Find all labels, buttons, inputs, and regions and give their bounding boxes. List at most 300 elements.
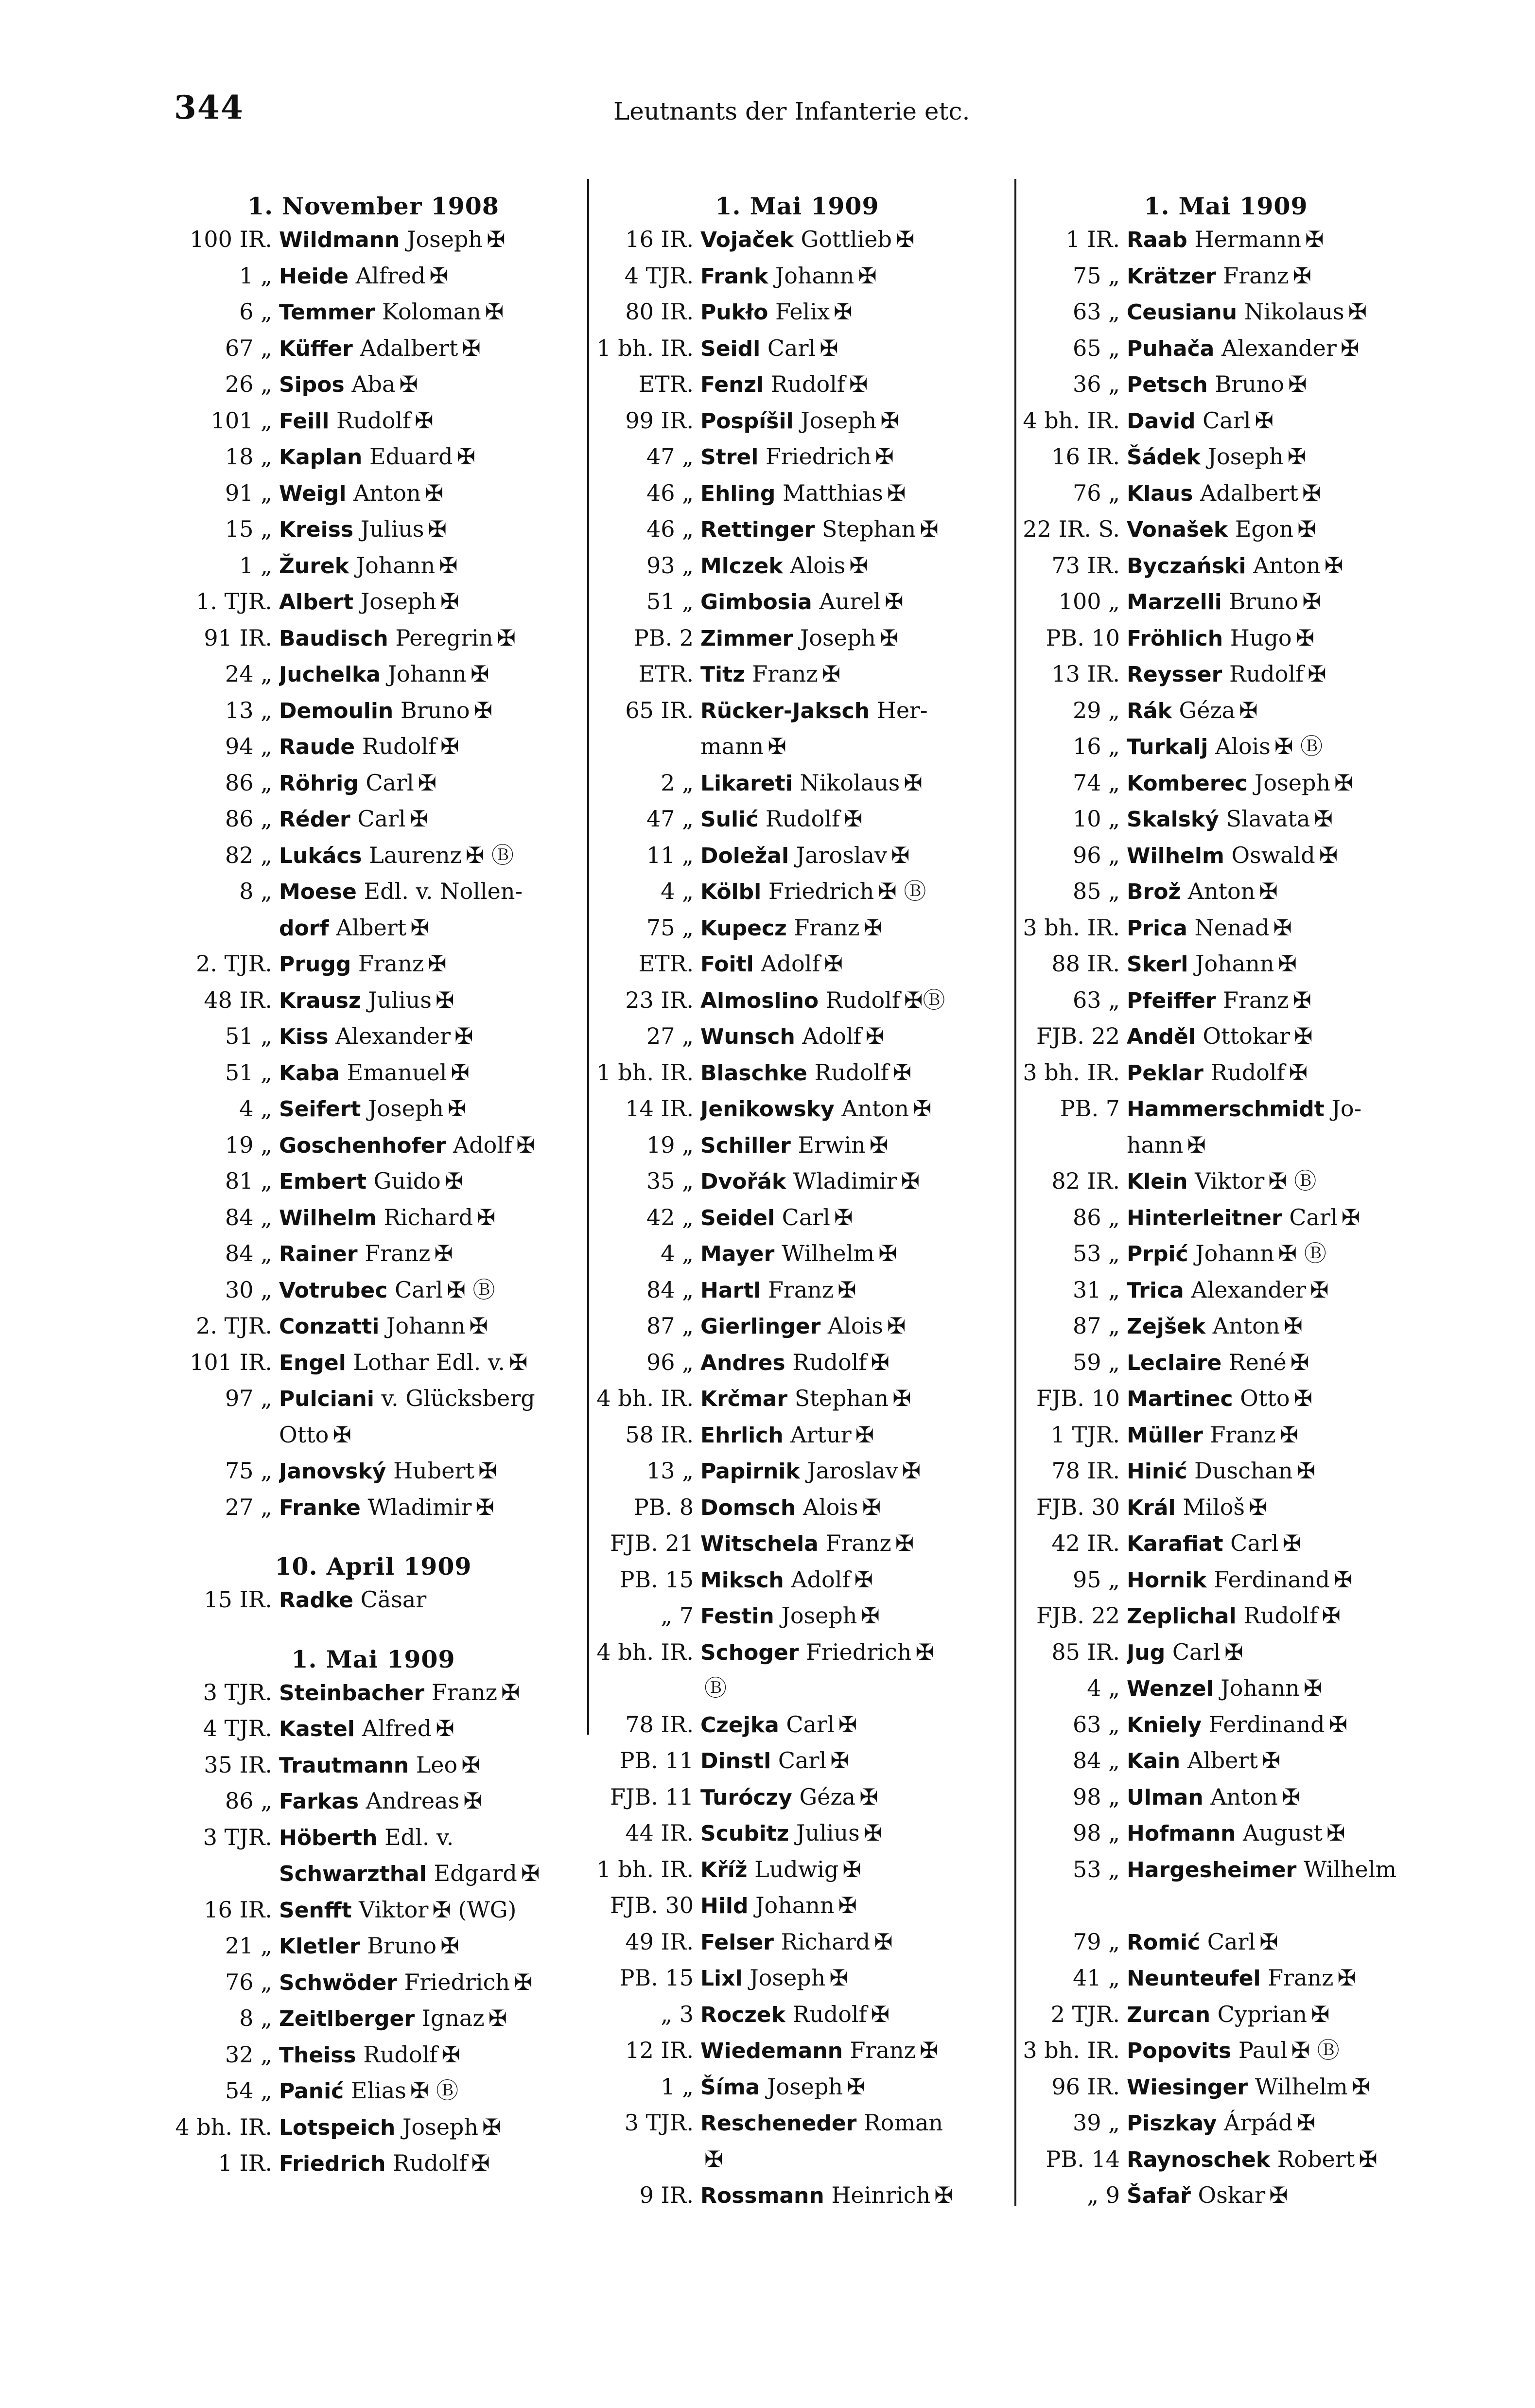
officer-entry bbox=[169, 838, 577, 874]
given-name: Wilhelm bbox=[781, 1240, 875, 1266]
officer-name bbox=[700, 1019, 1004, 1055]
officer-entry bbox=[591, 1055, 1004, 1091]
officer-entry bbox=[591, 1743, 1004, 1779]
surname: Blaschke bbox=[700, 1060, 807, 1086]
decoration-mark-icon: ✠ bbox=[439, 552, 458, 579]
given-name: Rudolf bbox=[362, 733, 436, 759]
given-name: Johann bbox=[1195, 950, 1274, 977]
surname: Goschenhofer bbox=[279, 1133, 446, 1158]
surname: Witschela bbox=[700, 1531, 819, 1556]
given-name: Alois bbox=[827, 1313, 883, 1339]
officer-name bbox=[700, 765, 1004, 802]
officer-name bbox=[1127, 1381, 1435, 1417]
officer-name bbox=[279, 946, 577, 983]
unit-designation: 82 IR. bbox=[1051, 1168, 1120, 1194]
officer-entry bbox=[1017, 331, 1435, 367]
surname: Schoger bbox=[700, 1640, 799, 1665]
surname: Kölbl bbox=[700, 879, 762, 904]
officer-name bbox=[1127, 946, 1435, 983]
officer-entry bbox=[591, 1272, 1004, 1309]
decoration-mark-icon: ✠ bbox=[435, 986, 454, 1013]
officer-name bbox=[279, 584, 577, 620]
given-name: Ottokar bbox=[1203, 1023, 1291, 1049]
officer-entry bbox=[1017, 1127, 1435, 1164]
unit-designation: 3 bh. IR. bbox=[1023, 914, 1120, 941]
officer-entry bbox=[591, 1562, 1004, 1599]
decoration-mark-icon: ✠ bbox=[444, 1168, 464, 1194]
unit-designation: 74 „ bbox=[1073, 769, 1120, 796]
given-name: Johann bbox=[386, 1313, 466, 1339]
officer-name bbox=[1127, 910, 1435, 947]
officer-entry bbox=[591, 2033, 1004, 2069]
unit-designation: 9 IR. bbox=[639, 2182, 694, 2208]
decoration-mark-icon: ✠ bbox=[913, 1095, 932, 1122]
unit-designation: 54 „ bbox=[225, 2077, 272, 2104]
decoration-mark-icon: ✠ bbox=[1305, 226, 1324, 252]
officer-name bbox=[700, 729, 1004, 765]
officer-entry bbox=[591, 1308, 1004, 1345]
officer-entry bbox=[169, 693, 577, 729]
officer-entry bbox=[169, 2073, 577, 2109]
officer-entry bbox=[1017, 1019, 1435, 1055]
column-1 bbox=[169, 191, 577, 2182]
decoration-mark-icon: ✠ bbox=[1324, 552, 1343, 579]
unit-designation: 16 IR. bbox=[204, 1896, 272, 1923]
officer-entry bbox=[591, 548, 1004, 584]
decoration-mark-icon: ✠ bbox=[428, 950, 447, 977]
surname: Komberec bbox=[1127, 771, 1248, 796]
decoration-mark-icon: ✠ bbox=[471, 2150, 490, 2176]
officer-entry bbox=[591, 1453, 1004, 1490]
officer-entry bbox=[1017, 1562, 1435, 1599]
surname: Roczek bbox=[700, 2002, 785, 2027]
officer-name bbox=[700, 1888, 1004, 1924]
officer-entry bbox=[1017, 258, 1435, 295]
officer-name bbox=[700, 1272, 1004, 1309]
decoration-mark-icon: ✠ bbox=[1302, 479, 1321, 506]
surname: Dinstl bbox=[700, 1749, 771, 1774]
surname: Pospíšil bbox=[700, 408, 794, 434]
officer-name bbox=[700, 439, 1004, 475]
decoration-mark-icon: ✠ bbox=[462, 334, 481, 361]
officer-entry bbox=[169, 801, 577, 838]
given-name: Carl bbox=[778, 1747, 827, 1774]
given-name: Ferdinand bbox=[1208, 1711, 1325, 1738]
decoration-mark-icon: ✠ bbox=[461, 1751, 480, 1778]
officer-entry bbox=[169, 1236, 577, 1272]
officer-name bbox=[279, 801, 577, 838]
decoration-mark-icon: ✠ Ⓑ bbox=[447, 1276, 495, 1303]
decoration-mark-icon: ✠ bbox=[854, 1566, 873, 1593]
officer-name bbox=[1127, 1091, 1435, 1127]
given-name: Joseph bbox=[781, 1602, 857, 1629]
officer-entry bbox=[591, 1635, 1004, 1671]
surname: Petsch bbox=[1127, 372, 1208, 397]
officer-name bbox=[700, 475, 1004, 512]
officer-name bbox=[700, 331, 1004, 367]
decoration-mark-icon: ✠ bbox=[846, 2073, 866, 2100]
officer-name bbox=[279, 1582, 577, 1618]
officer-entry bbox=[591, 367, 1004, 403]
officer-entry bbox=[1017, 910, 1435, 947]
decoration-mark-icon: ✠ bbox=[1284, 1313, 1303, 1339]
decoration-mark-icon: ✠ bbox=[871, 2001, 890, 2027]
given-name: Nenad bbox=[1194, 914, 1270, 941]
given-name: Bruno bbox=[367, 1933, 437, 1959]
officer-name bbox=[1127, 1453, 1435, 1490]
decoration-mark-icon: ✠ bbox=[892, 1059, 912, 1086]
officer-name bbox=[279, 1019, 577, 1055]
decoration-mark-icon: ✠ bbox=[1302, 588, 1321, 615]
surname: Kain bbox=[1127, 1749, 1181, 1774]
given-name: Johann bbox=[775, 262, 855, 289]
decoration-mark-icon: ✠ bbox=[865, 1023, 885, 1049]
surname: Andres bbox=[700, 1350, 785, 1375]
officer-entry bbox=[1017, 838, 1435, 874]
given-name: Aba bbox=[351, 371, 396, 397]
running-head: Leutnants der Infanterie etc. bbox=[613, 97, 970, 125]
unit-designation: 91 IR. bbox=[204, 624, 272, 651]
surname: Krätzer bbox=[1127, 264, 1216, 289]
decoration-mark-icon: ✠ bbox=[919, 2037, 939, 2063]
officer-entry bbox=[1017, 1888, 1435, 1924]
surname: Klein bbox=[1127, 1169, 1188, 1194]
decoration-mark-icon: ✠ Ⓑ bbox=[1278, 1240, 1326, 1266]
officer-name bbox=[279, 874, 577, 910]
surname: Rainer bbox=[279, 1242, 358, 1266]
given-name: Koloman bbox=[382, 299, 481, 325]
given-name: Wladimir bbox=[793, 1168, 897, 1194]
decoration-mark-icon: ✠ bbox=[875, 443, 894, 470]
given-name: Joseph bbox=[360, 588, 436, 615]
unit-designation: 19 „ bbox=[225, 1131, 272, 1158]
officer-name bbox=[700, 1453, 1004, 1490]
decoration-mark-icon: ✠ bbox=[834, 299, 853, 325]
officer-entry bbox=[591, 1888, 1004, 1924]
officer-entry bbox=[591, 1779, 1004, 1816]
officer-name bbox=[1127, 1200, 1435, 1236]
decoration-mark-icon: ✠ bbox=[862, 1494, 881, 1520]
unit-designation: 26 „ bbox=[225, 371, 272, 397]
officer-entry bbox=[169, 1747, 577, 1784]
decoration-mark-icon: ✠ bbox=[424, 479, 444, 506]
given-name: Aurel bbox=[819, 588, 881, 615]
decoration-mark-icon: ✠ bbox=[410, 914, 429, 941]
unit-designation: ETR. bbox=[638, 661, 694, 687]
unit-designation: 98 „ bbox=[1073, 1783, 1120, 1810]
unit-designation: 15 „ bbox=[225, 516, 272, 542]
given-name: August bbox=[1243, 1820, 1323, 1846]
given-name: Edgard bbox=[434, 1860, 517, 1886]
decoration-mark-icon: ✠ bbox=[477, 1204, 496, 1230]
officer-name bbox=[1127, 1743, 1435, 1779]
decoration-mark-icon: ✠ bbox=[1287, 443, 1307, 470]
surname: Skerl bbox=[1127, 952, 1188, 977]
surname: Žurek bbox=[279, 553, 349, 579]
decoration-mark-icon: ✠ bbox=[1282, 1530, 1302, 1556]
given-name: Franz bbox=[768, 1276, 834, 1303]
unit-designation: 63 „ bbox=[1073, 299, 1120, 325]
officer-entry bbox=[591, 693, 1004, 729]
given-name: Friedrich bbox=[768, 878, 874, 904]
surname: Prugg bbox=[279, 952, 351, 977]
given-name: Bruno bbox=[1215, 371, 1285, 397]
unit-designation: 24 „ bbox=[225, 661, 272, 687]
given-name: Julius bbox=[796, 1820, 860, 1846]
decoration-mark-icon: ✠ bbox=[895, 1530, 914, 1556]
officer-entry bbox=[1017, 1743, 1435, 1779]
decoration-mark-icon: ✠ bbox=[704, 2145, 723, 2172]
surname: Raynoschek bbox=[1127, 2147, 1271, 2172]
unit-designation: 1 bh. IR. bbox=[596, 334, 694, 361]
officer-entry bbox=[169, 1019, 577, 1055]
given-name: Anton bbox=[841, 1095, 909, 1122]
unit-designation: 14 IR. bbox=[625, 1095, 694, 1122]
surname: Wunsch bbox=[700, 1024, 795, 1049]
officer-name bbox=[700, 1091, 1004, 1127]
decoration-mark-icon: ✠ bbox=[902, 1458, 921, 1484]
officer-name bbox=[700, 1526, 1004, 1562]
officer-name bbox=[279, 729, 577, 765]
decoration-mark-icon: ✠ bbox=[895, 226, 915, 252]
unit-designation: FJB. 30 bbox=[610, 1892, 694, 1918]
decoration-mark-icon: ✠ bbox=[1348, 299, 1367, 325]
decoration-mark-icon: ✠ bbox=[1292, 986, 1311, 1013]
decoration-mark-icon: ✠ bbox=[1303, 1675, 1323, 1701]
decoration-mark-icon: ✠ bbox=[838, 1711, 857, 1738]
officer-entry bbox=[169, 331, 577, 367]
officer-name bbox=[1127, 765, 1435, 802]
given-name: Franz bbox=[1210, 1421, 1276, 1448]
given-name: Duschan bbox=[1194, 1458, 1293, 1484]
date-heading: 1. November 1908 bbox=[247, 192, 499, 220]
unit-designation: 63 „ bbox=[1073, 1711, 1120, 1738]
officer-entry bbox=[169, 1308, 577, 1345]
given-name: Alfred bbox=[355, 262, 426, 289]
decoration-mark-icon: ✠ bbox=[887, 1313, 906, 1339]
surname: Zimmer bbox=[700, 626, 793, 651]
decoration-mark-icon: ✠ bbox=[1359, 2145, 1378, 2172]
officer-name bbox=[700, 1960, 1004, 1997]
given-name: Adolf bbox=[791, 1566, 851, 1593]
decoration-mark-icon: ✠ bbox=[469, 1313, 488, 1339]
officer-entry bbox=[1017, 1453, 1435, 1490]
decoration-mark-icon: Ⓑ bbox=[704, 1675, 727, 1701]
unit-designation: 84 „ bbox=[225, 1240, 272, 1266]
given-name: Joseph bbox=[407, 226, 483, 252]
column-rule-1 bbox=[587, 179, 589, 1735]
officer-entry bbox=[169, 511, 577, 548]
given-name: Hugo bbox=[1230, 624, 1292, 651]
unit-designation: 12 IR. bbox=[625, 2037, 694, 2063]
surname: Hartl bbox=[700, 1278, 761, 1303]
given-name: Géza bbox=[799, 1783, 856, 1810]
decoration-mark-icon: ✠ bbox=[1281, 1783, 1301, 1810]
given-name: Otto bbox=[279, 1421, 329, 1448]
unit-designation: 39 „ bbox=[1073, 2109, 1120, 2136]
officer-name bbox=[1127, 2105, 1435, 2142]
decoration-mark-icon: ✠ bbox=[1293, 1385, 1313, 1411]
unit-designation: PB. 15 bbox=[619, 1965, 694, 1991]
surname: Prica bbox=[1127, 915, 1187, 941]
officer-name bbox=[279, 1200, 577, 1236]
officer-name bbox=[1127, 1127, 1435, 1164]
surname: Turkalj bbox=[1127, 735, 1208, 759]
given-name: Heinrich bbox=[831, 2182, 931, 2208]
given-name: Felix bbox=[775, 299, 830, 325]
decoration-mark-icon: ✠ bbox=[1351, 2073, 1371, 2100]
decoration-mark-icon: ✠ bbox=[892, 1385, 911, 1411]
surname: Wiesinger bbox=[1127, 2074, 1248, 2100]
surname: Neunteufel bbox=[1127, 1966, 1261, 1991]
given-name: Miloš bbox=[1183, 1494, 1245, 1520]
decoration-mark-icon: ✠ bbox=[399, 371, 418, 397]
decoration-mark-icon: ✠ bbox=[1328, 1711, 1348, 1738]
surname: Ceusianu bbox=[1127, 300, 1238, 325]
officer-entry bbox=[591, 1490, 1004, 1526]
surname: Popovits bbox=[1127, 2039, 1232, 2063]
officer-name bbox=[1127, 729, 1435, 765]
surname: Raude bbox=[279, 735, 355, 759]
officer-name bbox=[1127, 1670, 1435, 1707]
officer-entry bbox=[1017, 1526, 1435, 1562]
given-name: Rudolf bbox=[363, 2041, 438, 2068]
surname: Zeitlberger bbox=[279, 2006, 415, 2031]
decoration-mark-icon: ✠ bbox=[878, 1240, 897, 1266]
decoration-mark-icon: ✠ bbox=[859, 1783, 878, 1810]
given-name: Guido bbox=[373, 1168, 441, 1194]
officer-entry bbox=[1017, 1852, 1435, 1888]
officer-entry bbox=[169, 1490, 577, 1526]
surname: Hinterleitner bbox=[1127, 1205, 1282, 1230]
date-heading: 1. Mai 1909 bbox=[715, 192, 879, 220]
officer-entry bbox=[169, 910, 577, 947]
surname: Zeplichal bbox=[1127, 1604, 1237, 1629]
unit-designation: 48 IR. bbox=[204, 986, 272, 1013]
unit-designation: 1 bh. IR. bbox=[596, 1059, 694, 1086]
officer-entry bbox=[1017, 403, 1435, 439]
officer-name bbox=[279, 983, 577, 1019]
given-name: Carl bbox=[366, 769, 414, 796]
decoration-mark-icon: ✠ bbox=[454, 1023, 473, 1049]
given-name: Elias bbox=[350, 2077, 406, 2104]
decoration-mark-icon: ✠ bbox=[482, 2113, 501, 2140]
decoration-mark-icon: ✠ bbox=[1292, 262, 1312, 289]
decoration-mark-icon: ✠ bbox=[1249, 1494, 1268, 1520]
surname: Votrubec bbox=[279, 1278, 388, 1303]
officer-name bbox=[279, 2001, 577, 2037]
officer-entry bbox=[591, 294, 1004, 331]
given-name: Peregrin bbox=[395, 624, 493, 651]
unit-designation: 58 IR. bbox=[625, 1421, 694, 1448]
unit-designation: 46 „ bbox=[646, 479, 694, 506]
officer-name bbox=[1127, 693, 1435, 729]
officer-entry bbox=[169, 2037, 577, 2074]
date-heading: 1. Mai 1909 bbox=[291, 1645, 455, 1673]
decoration-mark-icon: ✠ bbox=[1295, 624, 1315, 651]
given-name: mann bbox=[700, 733, 764, 759]
given-name: Rudolf bbox=[1229, 661, 1304, 687]
officer-name bbox=[1127, 2069, 1435, 2106]
section-spacer bbox=[169, 1618, 577, 1644]
officer-name bbox=[700, 258, 1004, 295]
given-name: Joseph bbox=[367, 1095, 444, 1122]
unit-designation: 53 „ bbox=[1073, 1856, 1120, 1882]
given-name: Franz bbox=[850, 2037, 916, 2063]
surname: Schwarzthal bbox=[279, 1862, 427, 1886]
decoration-mark-icon: ✠ bbox=[1296, 1458, 1316, 1484]
unit-designation: 49 IR. bbox=[625, 1928, 694, 1955]
unit-designation: 4 bh. IR. bbox=[175, 2113, 272, 2140]
officer-entry bbox=[169, 1856, 577, 1892]
surname: Trautmann bbox=[279, 1753, 409, 1778]
officer-name bbox=[700, 693, 1004, 729]
given-name: Joseph bbox=[402, 2113, 478, 2140]
date-heading: 1. Mai 1909 bbox=[1144, 192, 1308, 220]
decoration-mark-icon: ✠ bbox=[1340, 334, 1360, 361]
officer-name bbox=[700, 1381, 1004, 1417]
surname: Almoslino bbox=[700, 988, 819, 1013]
officer-entry bbox=[169, 439, 577, 475]
given-name: Joseph bbox=[1207, 443, 1284, 470]
unit-designation: 3 TJR. bbox=[624, 2109, 694, 2136]
surname: Rescheneder bbox=[700, 2111, 857, 2136]
given-name: Albert bbox=[1187, 1747, 1258, 1774]
decoration-mark-icon: ✠ bbox=[514, 1969, 533, 1995]
officer-entry bbox=[169, 475, 577, 512]
officer-entry bbox=[591, 1670, 1004, 1707]
decoration-mark-icon: ✠ bbox=[1239, 697, 1258, 723]
given-name: Franz bbox=[365, 1240, 431, 1266]
unit-designation: 96 „ bbox=[646, 1349, 694, 1375]
decoration-mark-icon: ✠ bbox=[448, 1095, 467, 1122]
surname: Klaus bbox=[1127, 481, 1193, 506]
officer-entry bbox=[1017, 367, 1435, 403]
officer-entry bbox=[1017, 1236, 1435, 1272]
unit-designation: 27 „ bbox=[646, 1023, 694, 1049]
unit-designation: 4 TJR. bbox=[624, 262, 694, 289]
given-name: Wilhelm bbox=[1255, 2073, 1348, 2100]
unit-designation: 46 „ bbox=[646, 516, 694, 542]
given-name: Carl bbox=[1172, 1638, 1221, 1665]
given-name: René bbox=[1228, 1349, 1287, 1375]
officer-name bbox=[1127, 656, 1435, 693]
officer-name bbox=[279, 1308, 577, 1345]
given-name: Ferdinand bbox=[1214, 1566, 1330, 1593]
decoration-mark-icon: ✠ bbox=[473, 697, 493, 723]
surname: Jug bbox=[1127, 1640, 1166, 1665]
given-name: Joseph bbox=[800, 624, 876, 651]
unit-designation: 1 IR. bbox=[218, 2150, 272, 2176]
unit-designation: 47 „ bbox=[646, 806, 694, 832]
officer-name bbox=[700, 1852, 1004, 1888]
officer-entry bbox=[1017, 1598, 1435, 1635]
officer-name bbox=[700, 1200, 1004, 1236]
officer-entry bbox=[1017, 620, 1435, 657]
unit-designation: 3 TJR. bbox=[203, 1824, 272, 1850]
surname: Moese bbox=[279, 879, 357, 904]
given-name: Gottlieb bbox=[801, 226, 892, 252]
given-name: Rudolf bbox=[792, 1349, 867, 1375]
given-name: Cäsar bbox=[360, 1586, 427, 1613]
surname: Sulić bbox=[700, 807, 759, 832]
officer-name bbox=[279, 258, 577, 295]
decoration-mark-icon: ✠ bbox=[834, 1204, 853, 1230]
officer-name bbox=[1127, 1019, 1435, 1055]
unit-designation: 21 „ bbox=[225, 1933, 272, 1959]
given-name: Franz bbox=[794, 914, 860, 941]
officer-entry bbox=[591, 331, 1004, 367]
